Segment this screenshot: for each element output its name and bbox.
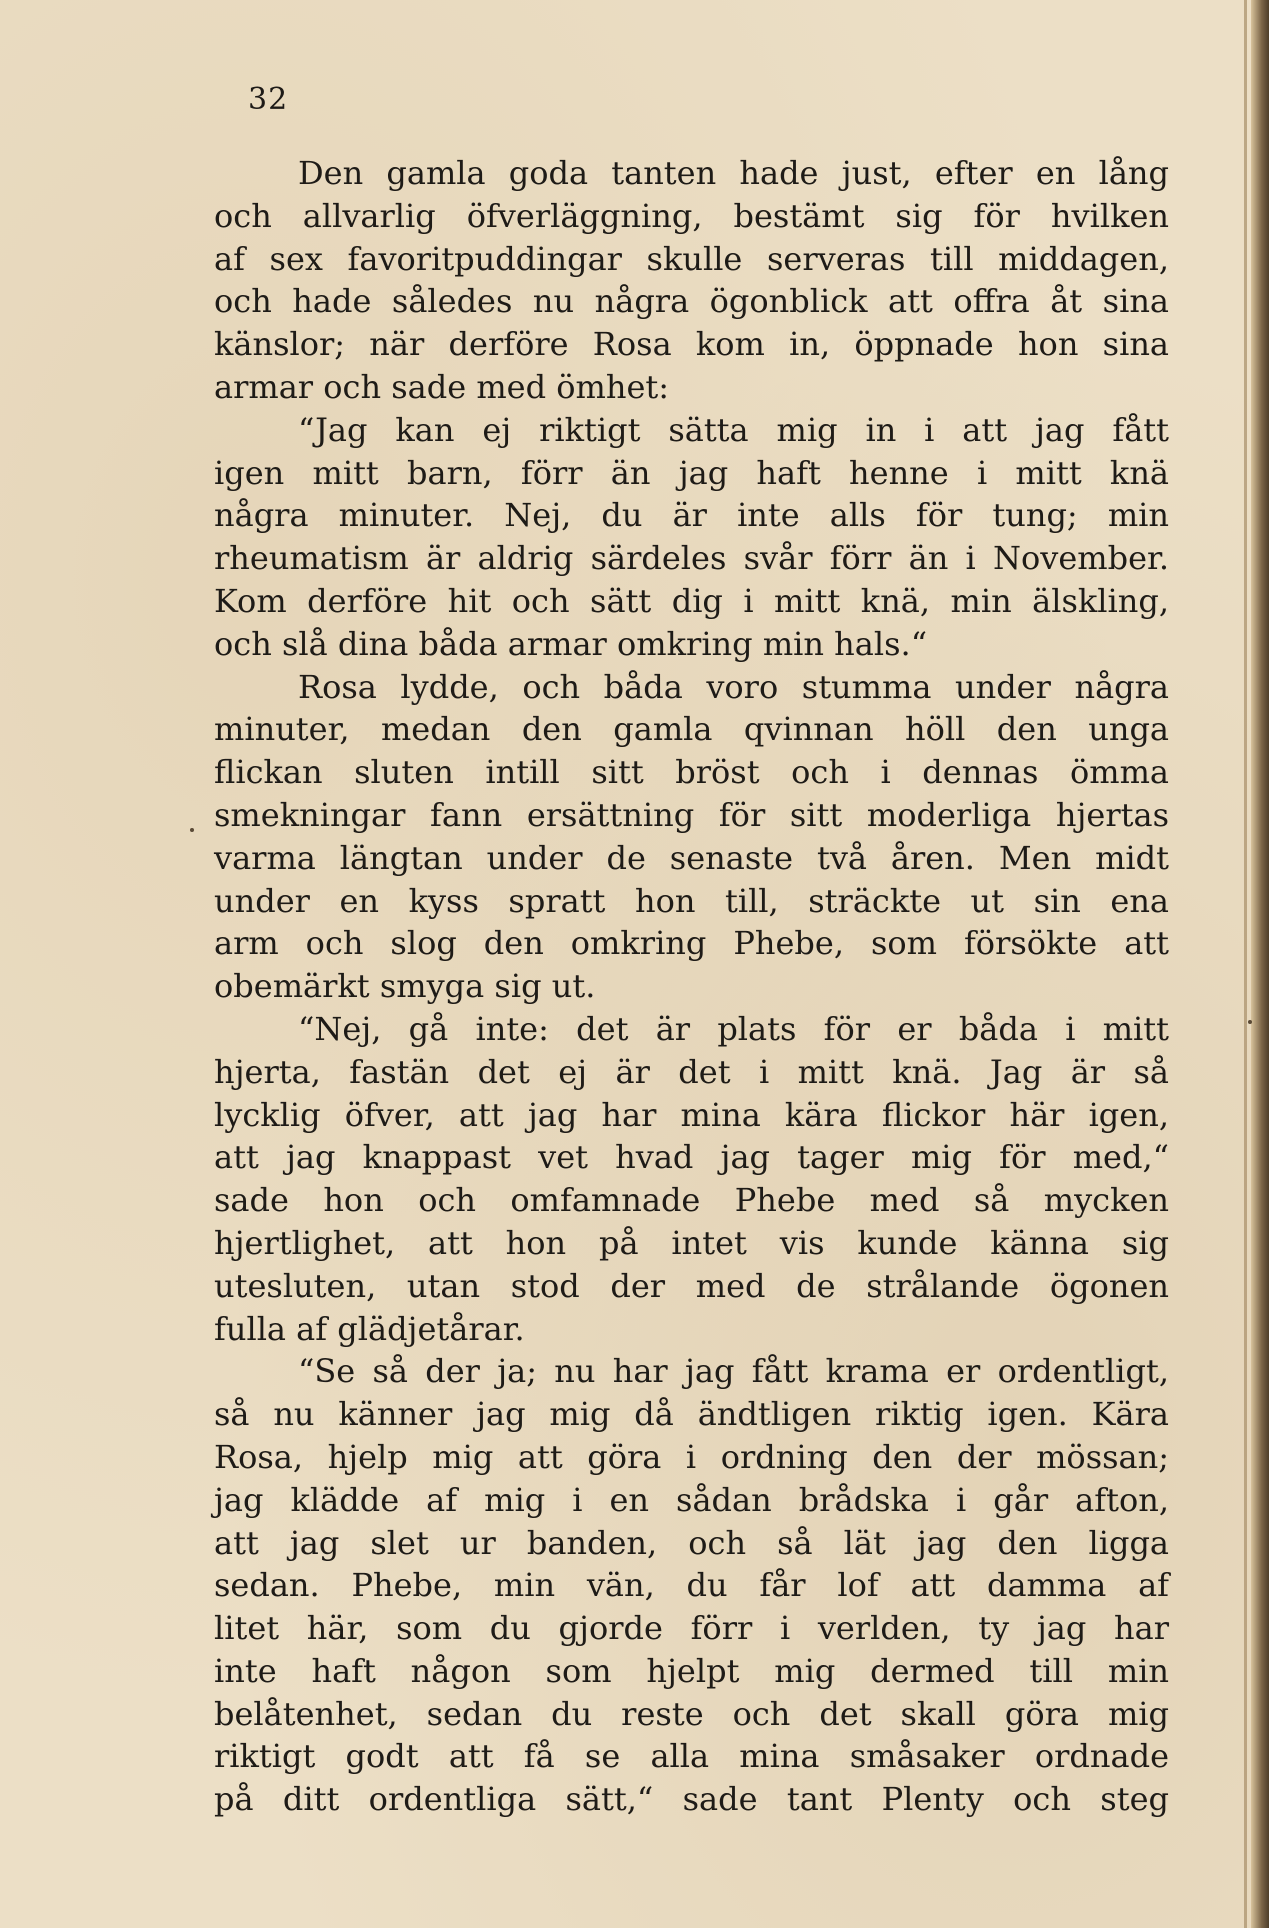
text-line: rheumatism är aldrig särdeles svår förr än i November. xyxy=(214,539,1169,578)
text-line: varma längtan under de senaste två åren. Men midt xyxy=(214,838,1169,877)
text-line: “Jag kan ej riktigt sätta mig in i att jag fått xyxy=(298,410,1169,449)
ink-speck xyxy=(190,828,194,832)
text-line: på ditt ordentliga sätt,“ sade tant Plenty och steg xyxy=(214,1780,1169,1819)
text-line: af sex favoritpuddingar skulle serveras till middagen, xyxy=(214,239,1169,278)
text-line: belåtenhet, sedan du reste och det skall göra mig xyxy=(214,1694,1169,1733)
text-line: igen mitt barn, förr än jag haft henne i mitt knä xyxy=(214,453,1169,492)
text-line: sedan. Phebe, min vän, du får lof att damma af xyxy=(214,1566,1169,1605)
text-line: obemärkt smyga sig ut. xyxy=(214,967,596,1006)
page-number: 32 xyxy=(248,82,289,117)
text-line: flickan sluten intill sitt bröst och i dennas ömma xyxy=(214,753,1169,792)
text-line: armar och sade med ömhet: xyxy=(214,367,670,406)
text-line: inte haft någon som hjelpt mig dermed till min xyxy=(214,1651,1169,1690)
body-text xyxy=(214,152,1169,1821)
text-line: några minuter. Nej, du är inte alls för tung; min xyxy=(214,496,1169,535)
text-line: under en kyss spratt hon till, sträckte ut sin ena xyxy=(214,881,1169,920)
text-line: minuter, medan den gamla qvinnan höll den unga xyxy=(214,710,1169,749)
ink-speck xyxy=(1248,1020,1252,1024)
text-line: så nu känner jag mig då ändtligen riktig igen. Kära xyxy=(214,1395,1169,1434)
text-line: litet här, som du gjorde förr i verlden, ty jag har xyxy=(214,1609,1169,1648)
text-line: och hade således nu några ögonblick att offra åt sina xyxy=(214,282,1169,321)
text-line: jag klädde af mig i en sådan brådska i går afton, xyxy=(214,1480,1169,1519)
text-line: “Se så der ja; nu har jag fått krama er ordentligt, xyxy=(298,1352,1169,1391)
text-line: Rosa, hjelp mig att göra i ordning den der mössan; xyxy=(214,1437,1169,1476)
text-line: smekningar fann ersättning för sitt moderliga hjertas xyxy=(214,795,1169,834)
text-line: utesluten, utan stod der med de strålande ögonen xyxy=(214,1266,1169,1305)
text-line: lycklig öfver, att jag har mina kära flickor här igen, xyxy=(214,1095,1169,1134)
text-line: hjerta, fastän det ej är det i mitt knä. Jag är så xyxy=(214,1052,1169,1091)
page-edge-shadow xyxy=(1251,0,1269,1928)
text-line: och slå dina båda armar omkring min hals.“ xyxy=(214,624,928,663)
text-line: att jag slet ur banden, och så lät jag den ligga xyxy=(214,1523,1169,1562)
text-line: riktigt godt att få se alla mina småsaker ordnade xyxy=(214,1737,1169,1776)
text-line: sade hon och omfamnade Phebe med så mycken xyxy=(214,1181,1169,1220)
text-line: Rosa lydde, och båda voro stumma under några xyxy=(298,667,1169,706)
text-line: känslor; när derföre Rosa kom in, öppnade hon sina xyxy=(214,325,1169,364)
page-edge-line xyxy=(1244,0,1247,1928)
text-line: hjertlighet, att hon på intet vis kunde känna sig xyxy=(214,1223,1169,1262)
text-line: Den gamla goda tanten hade just, efter en lång xyxy=(298,154,1169,192)
text-line: att jag knappast vet hvad jag tager mig för med,“ xyxy=(214,1138,1169,1177)
text-line: fulla af glädjetårar. xyxy=(214,1309,525,1348)
text-line: “Nej, gå inte: det är plats för er båda i mitt xyxy=(298,1009,1169,1048)
text-line: arm och slog den omkring Phebe, som försökte att xyxy=(214,924,1169,963)
text-line: Kom derföre hit och sätt dig i mitt knä, min älskling, xyxy=(214,581,1169,620)
text-line: och allvarlig öfverläggning, bestämt sig för hvilken xyxy=(214,196,1169,235)
